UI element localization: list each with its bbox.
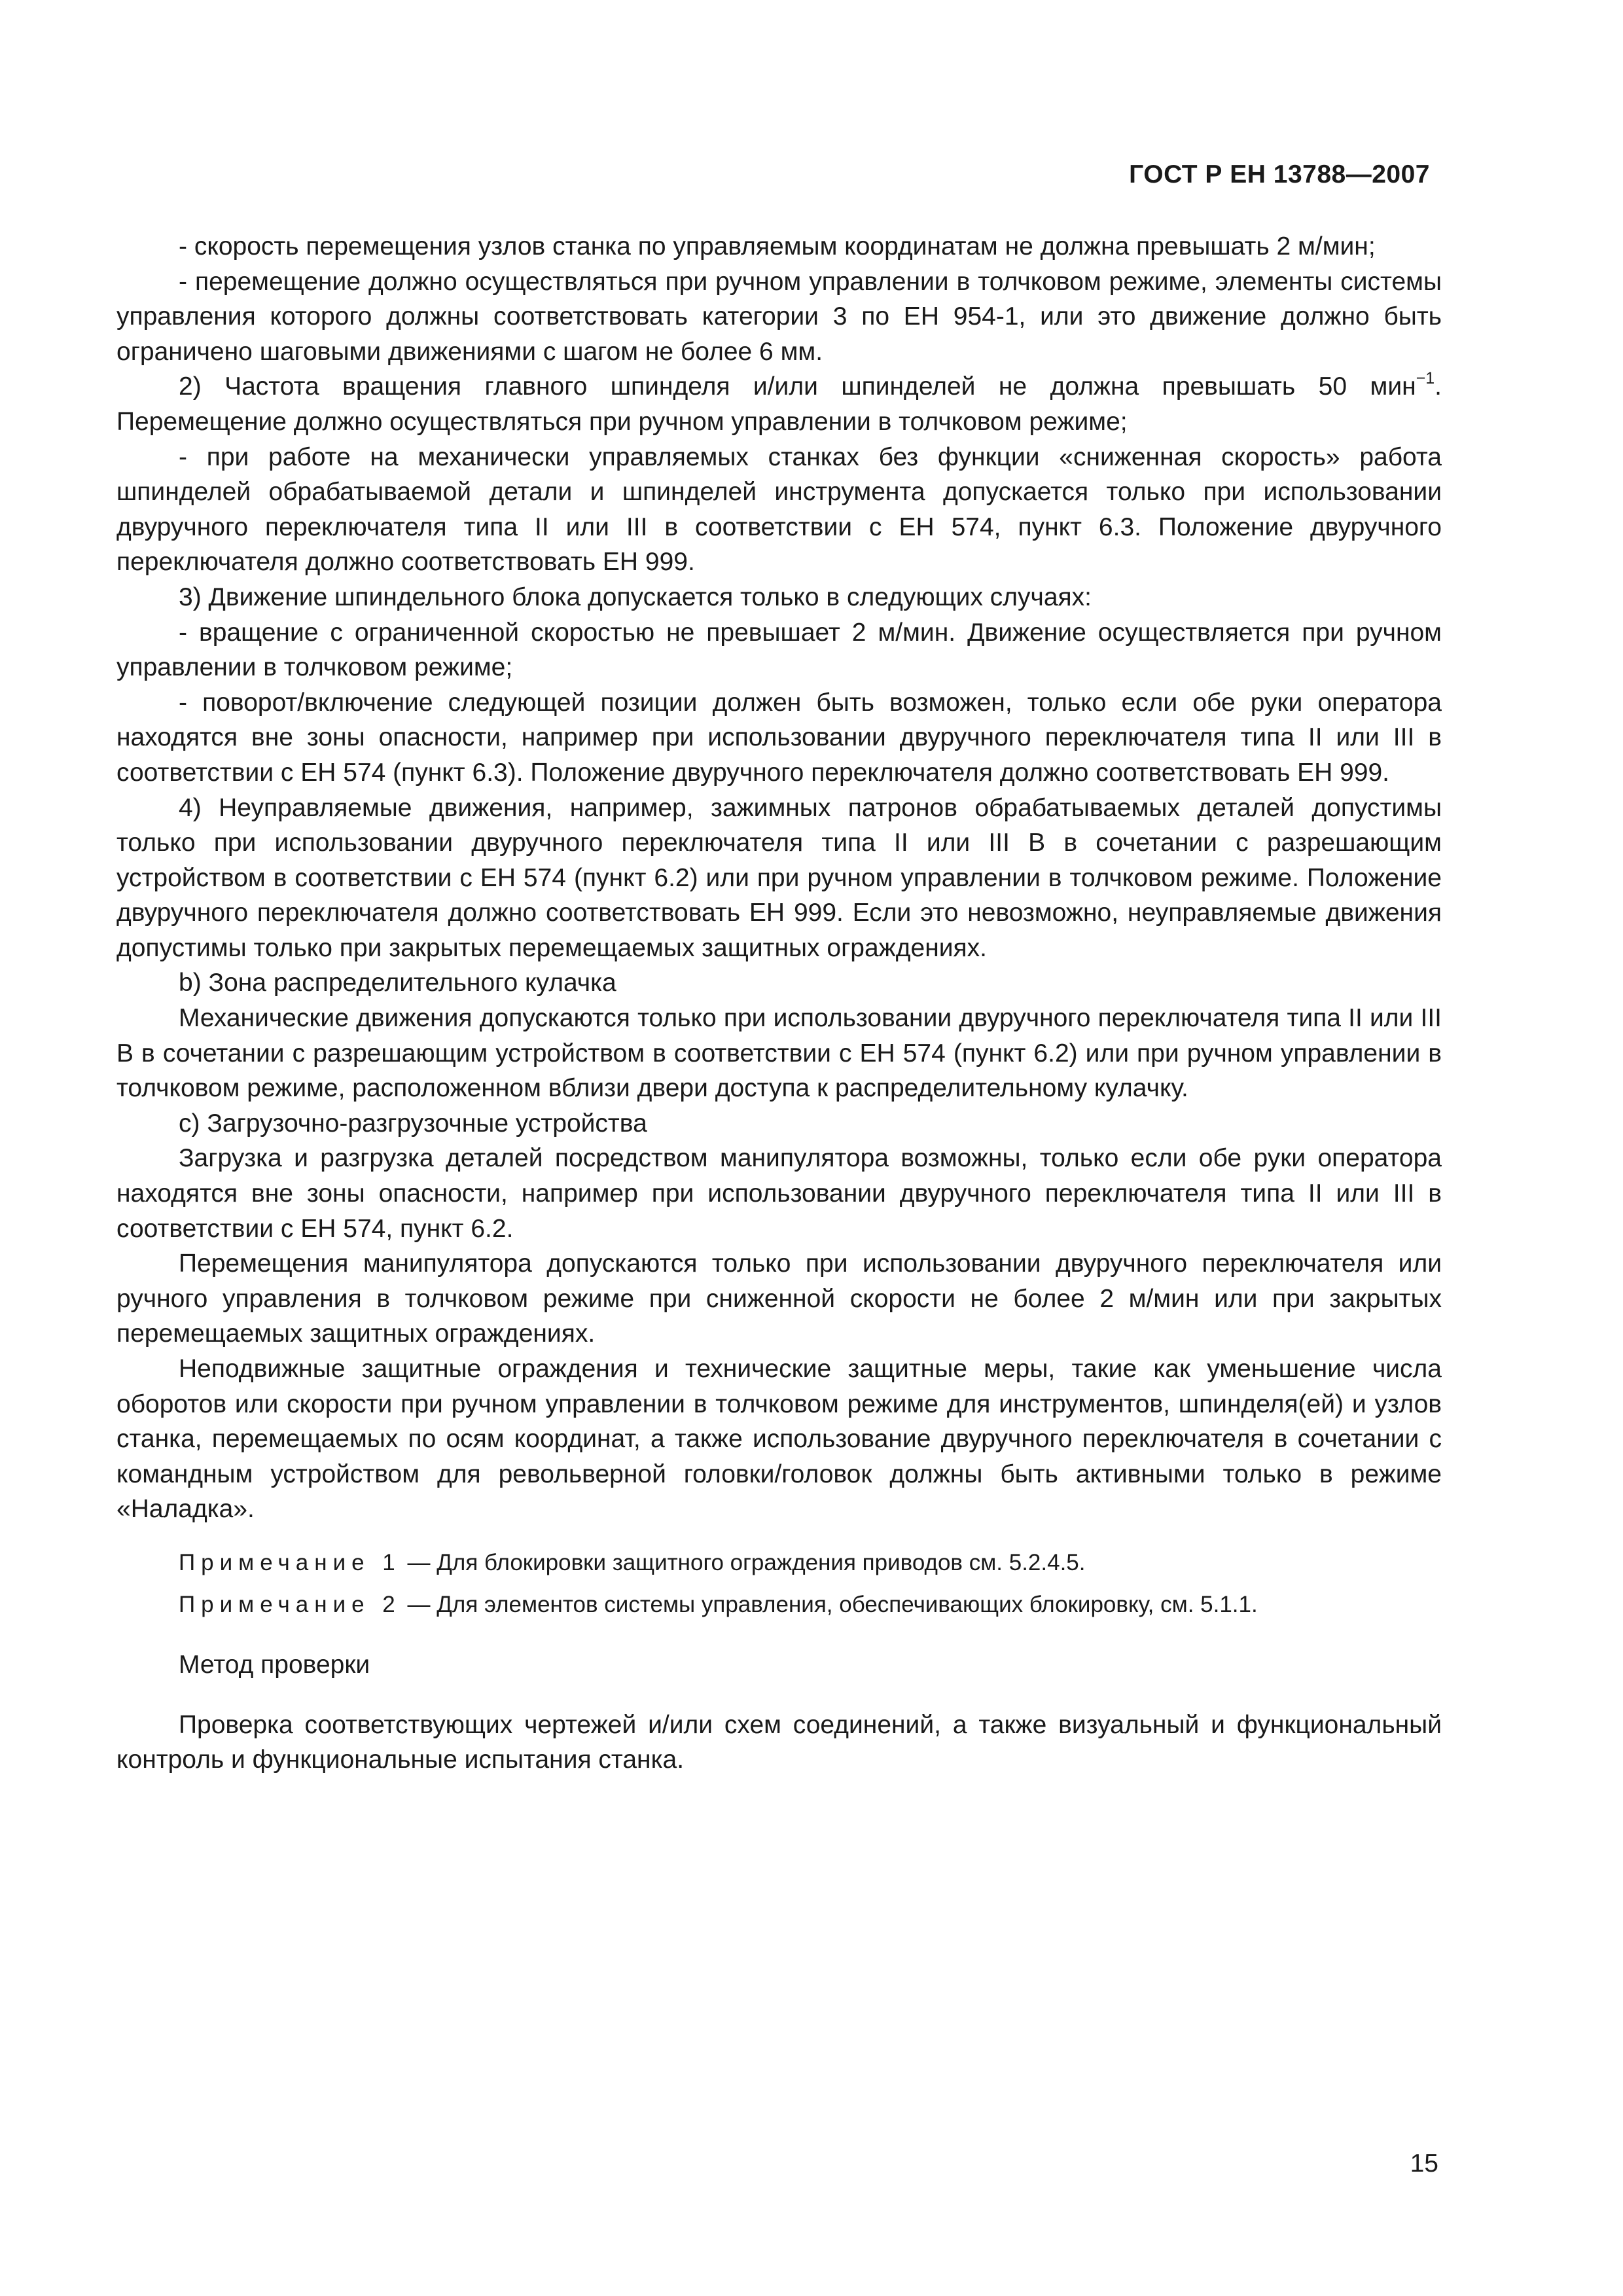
note-text: — Для блокировки защитного ограждения приводов см. 5.2.4.5.	[401, 1549, 1086, 1575]
paragraph-text: 2) Частота вращения главного шпинделя и/или шпинделей не должна превышать 50 мин	[179, 372, 1416, 401]
note-label: Примечание 1	[179, 1549, 401, 1575]
paragraph: - скорость перемещения узлов станка по управляемым координатам не должна превышать 2 м/мин;	[179, 232, 1376, 260]
note-2	[116, 1587, 1442, 1623]
paragraph-text: . Перемещение должно осуществляться при ручном управлении в толчковом режиме;	[116, 372, 1442, 436]
paragraph: Перемещения манипулятора допускаются только при использовании двуручного переключателя или ручного управления в толчковом режиме при сниженной скорости не более 2 м/мин или при закрытых перемещаемых защитных ограждениях.	[116, 1249, 1442, 1348]
paragraph: Неподвижные защитные ограждения и технические защитные меры, такие как уменьшение числа оборотов или скорости при ручном управлении в толчковом режиме для инструментов, шпинделя(ей) и узлов станка, перемещаемых по осям координат, а также использование двуручного переключателя в сочетании с командным устройством для револьверной головки/головок должны быть активными только в режиме «Наладка».	[116, 1355, 1442, 1524]
paragraph: - поворот/включение следующей позиции должен быть возможен, только если обе руки оператора находятся вне зоны опасности, например при использовании двуручного переключателя типа II или III в соответствии с ЕН 574 (пункт 6.3). Положение двуручного переключателя должно соответствовать ЕН 999.	[116, 688, 1442, 787]
paragraph	[116, 369, 1442, 439]
note-1	[116, 1545, 1442, 1581]
section-heading: b) Зона распределительного кулачка	[179, 969, 616, 997]
note-text: — Для элементов системы управления, обеспечивающих блокировку, см. 5.1.1.	[401, 1591, 1258, 1617]
paragraph: Загрузка и разгрузка деталей посредством манипулятора возможны, только если обе руки оператора находятся вне зоны опасности, например при использовании двуручного переключателя типа II или III в соответствии с ЕН 574, пункт 6.2.	[116, 1144, 1442, 1243]
paragraph: - при работе на механически управляемых станках без функции «сниженная скорость» работа шпинделей обрабатываемой детали и шпинделей инструмента допускается только при использовании двуручного переключателя типа II или III в соответствии с ЕН 574, пункт 6.3. Положение двуручного переключателя должно соответствовать ЕН 999.	[116, 442, 1442, 577]
section-heading: c) Загрузочно-разгрузочные устройства	[179, 1109, 647, 1138]
paragraph: 3) Движение шпиндельного блока допускается только в следующих случаях:	[179, 583, 1092, 611]
paragraph: - вращение с ограниченной скоростью не превышает 2 м/мин. Движение осуществляется при ручном управлении в толчковом режиме;	[116, 618, 1442, 682]
paragraph: 4) Неуправляемые движения, например, зажимных патронов обрабатываемых деталей допустимы только при использовании двуручного переключателя типа II или III В в сочетании с разрешающим устройством в соответствии с ЕН 574 (пункт 6.2) или при ручном управлении в толчковом режиме. Положение двуручного переключателя должно соответствовать ЕН 999. Если это невозможно, неуправляемые движения допустимы только при закрытых перемещаемых защитных ограждениях.	[116, 793, 1442, 962]
document-header: ГОСТ Р ЕН 13788—2007	[1129, 160, 1430, 188]
paragraph: - перемещение должно осуществляться при ручном управлении в толчковом режиме, элементы системы управления которого должны соответствовать категории 3 по ЕН 954-1, или это движение должно быть ограничено шаговыми движениями с шагом не более 6 мм.	[116, 267, 1442, 366]
paragraph: Механические движения допускаются только при использовании двуручного переключателя типа II или III В в сочетании с разрешающим устройством в соответствии с ЕН 574 (пункт 6.2) или при ручном управлении в толчковом режиме, расположенном вблизи двери доступа к распределительному кулачку.	[116, 1004, 1442, 1103]
superscript: −1	[1416, 369, 1435, 388]
note-label: Примечание 2	[179, 1591, 401, 1617]
document-body	[116, 229, 1442, 1778]
page-number: 15	[1410, 2149, 1438, 2178]
method-heading: Метод проверки	[179, 1650, 370, 1679]
method-text: Проверка соответствующих чертежей и/или схем соединений, а также визуальный и функциональный контроль и функциональные испытания станка.	[116, 1710, 1442, 1774]
